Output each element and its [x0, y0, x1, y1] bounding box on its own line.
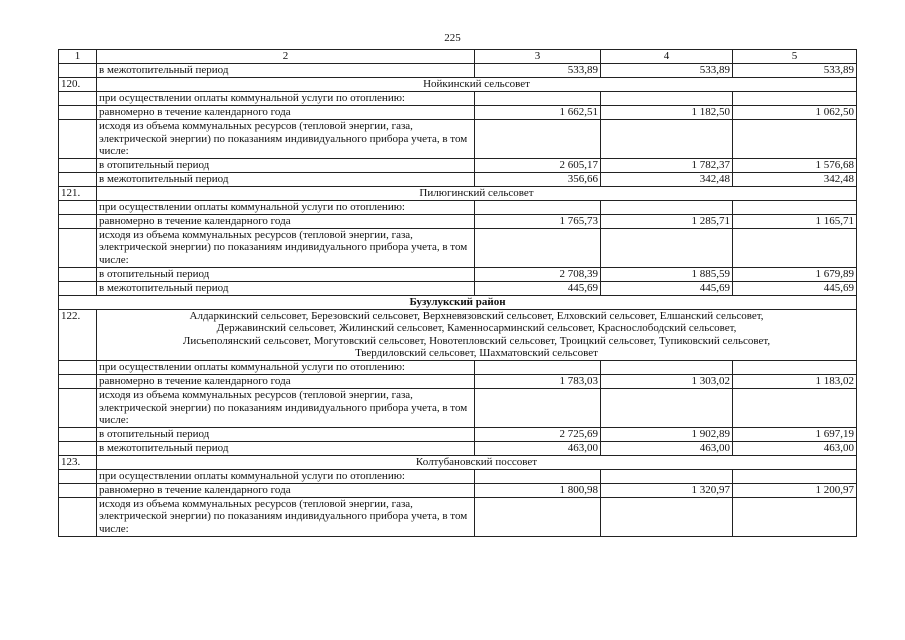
number-cell — [59, 92, 97, 106]
value-col-3 — [475, 228, 601, 267]
row-label: равномерно в течение календарного года — [97, 483, 475, 497]
item-number: 120. — [59, 78, 97, 92]
value-col-5: 1 576,68 — [733, 158, 857, 172]
settlement-name: Колтубановский поссовет — [97, 455, 857, 469]
item-number: 123. — [59, 455, 97, 469]
value-col-5: 463,00 — [733, 441, 857, 455]
value-col-5: 1 697,19 — [733, 427, 857, 441]
value-col-3: 445,69 — [475, 281, 601, 295]
value-col-4 — [601, 388, 733, 427]
table-row — [59, 441, 857, 455]
table-row — [59, 427, 857, 441]
value-col-3: 1 800,98 — [475, 483, 601, 497]
value-col-4: 1 320,97 — [601, 483, 733, 497]
value-col-5: 533,89 — [733, 64, 857, 78]
value-col-4: 1 885,59 — [601, 267, 733, 281]
page-number: 225 — [444, 32, 461, 44]
value-col-4 — [601, 200, 733, 214]
value-col-5: 1 062,50 — [733, 106, 857, 120]
row-label: в отопительный период — [97, 267, 475, 281]
value-col-3: 2 708,39 — [475, 267, 601, 281]
value-col-4: 533,89 — [601, 64, 733, 78]
header-cell: 1 — [59, 50, 97, 64]
number-cell — [59, 388, 97, 427]
value-col-5 — [733, 120, 857, 159]
value-col-4 — [601, 360, 733, 374]
table-row — [59, 228, 857, 267]
header-cell: 4 — [601, 50, 733, 64]
value-col-4 — [601, 497, 733, 536]
value-col-5 — [733, 497, 857, 536]
number-cell — [59, 281, 97, 295]
value-col-4: 445,69 — [601, 281, 733, 295]
value-col-5: 1 200,97 — [733, 483, 857, 497]
row-label: в межотопительный период — [97, 64, 475, 78]
row-label: в межотопительный период — [97, 441, 475, 455]
council-line: Державинский сельсовет, Жилинский сельсовет, Каменносарминский сельсовет, Краснослободский сельсовет, — [216, 322, 737, 335]
number-cell — [59, 497, 97, 536]
number-cell — [59, 214, 97, 228]
table-row — [59, 106, 857, 120]
value-col-5: 1 679,89 — [733, 267, 857, 281]
table-row — [59, 78, 857, 92]
value-col-3: 1 783,03 — [475, 374, 601, 388]
row-label: в отопительный период — [97, 427, 475, 441]
table-row — [59, 120, 857, 159]
row-label: в межотопительный период — [97, 281, 475, 295]
number-cell — [59, 106, 97, 120]
number-cell — [59, 427, 97, 441]
tariff-table — [58, 49, 857, 537]
value-col-4: 342,48 — [601, 172, 733, 186]
table-row — [59, 374, 857, 388]
row-label: исходя из объема коммунальных ресурсов (тепловой энергии, газа, электрической энергии) по показаниям индивидуального прибора учета, в том числе: — [97, 388, 475, 427]
value-col-3: 356,66 — [475, 172, 601, 186]
table-row — [59, 281, 857, 295]
value-col-3: 1 765,73 — [475, 214, 601, 228]
row-label: равномерно в течение календарного года — [97, 106, 475, 120]
value-col-5 — [733, 388, 857, 427]
item-number: 121. — [59, 186, 97, 200]
row-label: при осуществлении оплаты коммунальной услуги по отоплению: — [97, 200, 475, 214]
value-col-4 — [601, 120, 733, 159]
row-label: в межотопительный период — [97, 172, 475, 186]
value-col-5 — [733, 360, 857, 374]
row-label: при осуществлении оплаты коммунальной услуги по отоплению: — [97, 469, 475, 483]
item-number: 122. — [59, 309, 97, 360]
table-row — [59, 200, 857, 214]
value-col-4: 1 782,37 — [601, 158, 733, 172]
value-col-3 — [475, 120, 601, 159]
table-row — [59, 214, 857, 228]
value-col-3 — [475, 469, 601, 483]
table-row — [59, 295, 857, 309]
settlement-name: Нойкинский сельсовет — [97, 78, 857, 92]
value-col-4 — [601, 92, 733, 106]
table-header-row — [59, 50, 857, 64]
row-label: при осуществлении оплаты коммунальной услуги по отоплению: — [97, 360, 475, 374]
table-row — [59, 388, 857, 427]
table-row — [59, 483, 857, 497]
header-cell: 5 — [733, 50, 857, 64]
table-row — [59, 267, 857, 281]
settlement-name: Пилюгинский сельсовет — [97, 186, 857, 200]
number-cell — [59, 200, 97, 214]
number-cell — [59, 120, 97, 159]
row-label: исходя из объема коммунальных ресурсов (тепловой энергии, газа, электрической энергии) по показаниям индивидуального прибора учета, в том числе: — [97, 497, 475, 536]
number-cell — [59, 441, 97, 455]
value-col-3 — [475, 360, 601, 374]
value-col-4: 1 285,71 — [601, 214, 733, 228]
district-name: Бузулукский район — [59, 295, 857, 309]
number-cell — [59, 64, 97, 78]
council-line: Алдаркинский сельсовет, Березовский сельсовет, Верхневязовский сельсовет, Елховский сельсовет, Елшанский сельсовет, — [189, 309, 764, 322]
value-col-4: 1 182,50 — [601, 106, 733, 120]
value-col-3: 2 725,69 — [475, 427, 601, 441]
value-col-5: 342,48 — [733, 172, 857, 186]
council-list — [97, 309, 857, 360]
table-row — [59, 309, 857, 360]
table-row — [59, 64, 857, 78]
council-line: Твердиловский сельсовет, Шахматовский сельсовет — [355, 347, 598, 360]
row-label: в отопительный период — [97, 158, 475, 172]
value-col-4 — [601, 228, 733, 267]
value-col-3 — [475, 200, 601, 214]
number-cell — [59, 469, 97, 483]
number-cell — [59, 374, 97, 388]
value-col-5 — [733, 228, 857, 267]
council-line: Лисьеполянский сельсовет, Могутовский сельсовет, Новотепловский сельсовет, Троицкий сельсовет, Тупиковский сельсовет, — [182, 334, 771, 347]
value-col-5: 1 165,71 — [733, 214, 857, 228]
value-col-5 — [733, 469, 857, 483]
value-col-4: 463,00 — [601, 441, 733, 455]
table-row — [59, 469, 857, 483]
value-col-3: 533,89 — [475, 64, 601, 78]
number-cell — [59, 267, 97, 281]
number-cell — [59, 172, 97, 186]
value-col-4: 1 902,89 — [601, 427, 733, 441]
table-row — [59, 455, 857, 469]
value-col-3: 2 605,17 — [475, 158, 601, 172]
number-cell — [59, 360, 97, 374]
number-cell — [59, 158, 97, 172]
value-col-5 — [733, 200, 857, 214]
table-row — [59, 172, 857, 186]
row-label: исходя из объема коммунальных ресурсов (тепловой энергии, газа, электрической энергии) по показаниям индивидуального прибора учета, в том числе: — [97, 120, 475, 159]
number-cell — [59, 228, 97, 267]
value-col-3: 463,00 — [475, 441, 601, 455]
row-label: при осуществлении оплаты коммунальной услуги по отоплению: — [97, 92, 475, 106]
value-col-5: 445,69 — [733, 281, 857, 295]
value-col-3 — [475, 92, 601, 106]
value-col-5: 1 183,02 — [733, 374, 857, 388]
table-row — [59, 360, 857, 374]
value-col-4 — [601, 469, 733, 483]
value-col-3 — [475, 388, 601, 427]
value-col-3: 1 662,51 — [475, 106, 601, 120]
table-row — [59, 158, 857, 172]
table-row — [59, 92, 857, 106]
value-col-3 — [475, 497, 601, 536]
row-label: равномерно в течение календарного года — [97, 374, 475, 388]
table-row — [59, 186, 857, 200]
number-cell — [59, 483, 97, 497]
value-col-5 — [733, 92, 857, 106]
header-cell: 2 — [97, 50, 475, 64]
table-row — [59, 497, 857, 536]
header-cell: 3 — [475, 50, 601, 64]
row-label: равномерно в течение календарного года — [97, 214, 475, 228]
row-label: исходя из объема коммунальных ресурсов (тепловой энергии, газа, электрической энергии) по показаниям индивидуального прибора учета, в том числе: — [97, 228, 475, 267]
value-col-4: 1 303,02 — [601, 374, 733, 388]
